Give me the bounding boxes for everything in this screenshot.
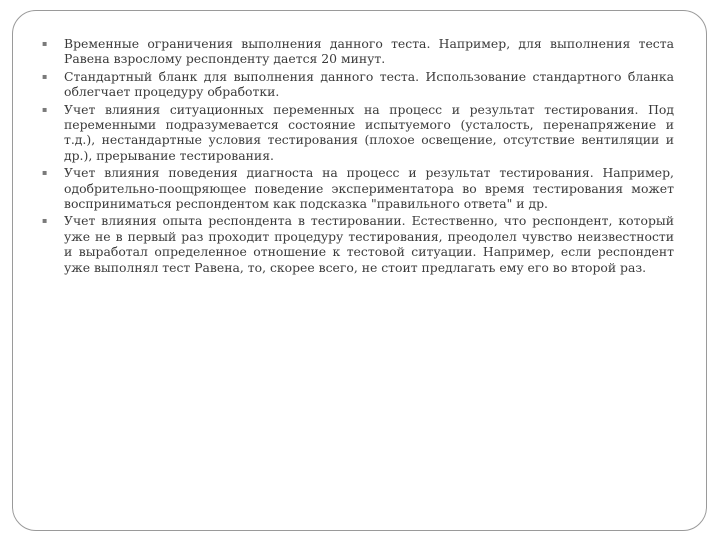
bullet-text: Стандартный бланк для выполнения данного теста. Использование стандартного бланка облегчает процедуру обработки. (64, 68, 674, 100)
bullet-text: Временные ограничения выполнения данного теста. Например, для выполнения теста Равена взрослому респонденту дается 20 минут. (64, 36, 674, 67)
bullet-item (42, 213, 674, 275)
bullet-text: Учет влияния ситуационных переменных на процесс и результат тестирования. Под переменными подразумевается состояние испытуемого (усталость, перенапряжение и т.д.), нестандартные условия тестирования (плохое освещение, отсутствие вентиляции и др.), прерывание тестирования. (64, 101, 674, 163)
bullet-icon: ▪ (42, 216, 48, 226)
bullet-icon: ▪ (42, 39, 48, 48)
bullet-icon: ▪ (42, 168, 48, 178)
slide-content (42, 36, 674, 277)
bullet-text: Учет влияния поведения диагноста на процесс и результат тестирования. Например, одобрительно-поощряющее поведение экспериментатора во время тестирования может восприниматься респондентом как подсказка "правильного ответа" и др. (64, 165, 674, 212)
bullet-item (42, 69, 674, 100)
bullet-item (42, 165, 674, 211)
bullet-icon: ▪ (42, 104, 48, 114)
bullet-item (42, 36, 674, 67)
bullet-text: Учет влияния опыта респондента в тестировании. Естественно, что респондент, который уже не в первый раз проходит процедуру тестирования, преодолел чувство неизвестности и выработал определенное отношение к тестовой ситуации. Например, если респондент уже выполнял тест Равена, то, скорее всего, не стоит предлагать ему его во второй раз. (64, 213, 674, 275)
bullet-list (42, 36, 674, 275)
bullet-item (42, 102, 674, 164)
bullet-icon: ▪ (42, 71, 48, 81)
